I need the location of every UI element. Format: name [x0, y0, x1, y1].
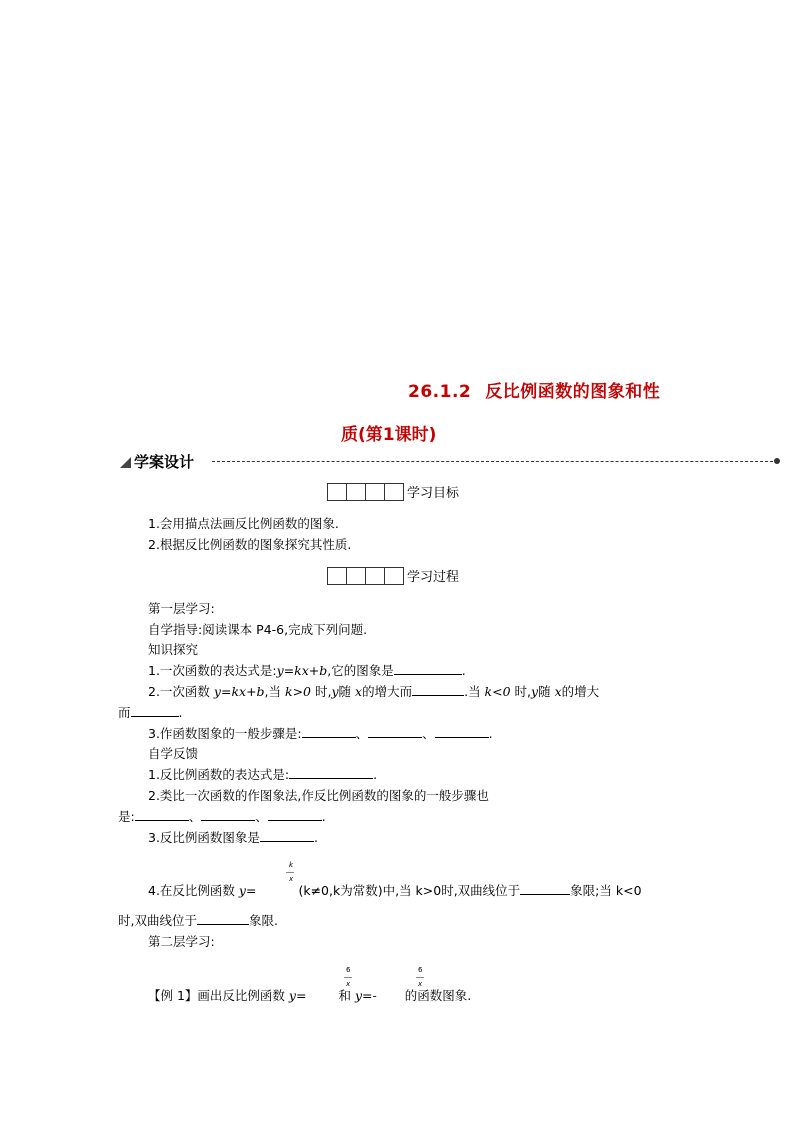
- fraction-numerator: k: [289, 861, 294, 869]
- level-1-heading: 第一层学习:: [148, 601, 215, 616]
- explore-heading: 知识探究: [148, 642, 199, 657]
- objectives-header: [327, 482, 459, 501]
- fraction-numerator: 6: [418, 966, 423, 974]
- section-title: [120, 451, 194, 472]
- self-study-guide: 自学指导:阅读课本 P4-6,完成下列问题.: [148, 622, 368, 637]
- question-2: 2.一次函数 y=kx+b,当 k>0 时,y随 x的增大而 .当 k<0 时,y随 x的增大: [148, 684, 600, 699]
- triangle-icon: [120, 457, 131, 468]
- question-1: 1.一次函数的表达式是:y=kx+b,它的图象是 .: [148, 663, 466, 678]
- question-2-continued: 而 .: [118, 705, 183, 720]
- fraction-bar: [286, 872, 294, 873]
- answer-blank[interactable]: [394, 662, 462, 675]
- answer-blank[interactable]: [302, 725, 356, 738]
- feedback-4-continued: 时,双曲线位于 象限.: [118, 913, 278, 928]
- answer-blank[interactable]: [201, 808, 255, 821]
- question-3: 3.作函数图象的一般步骤是: 、 、 .: [148, 726, 493, 741]
- page-title-continued: 质(第1课时): [341, 425, 437, 445]
- box-row-icon: [327, 483, 403, 501]
- answer-blank[interactable]: [289, 766, 373, 779]
- fraction-numerator: 6: [346, 966, 351, 974]
- feedback-1: 1.反比例函数的表达式是: .: [148, 767, 378, 782]
- answer-blank[interactable]: [268, 808, 322, 821]
- example-1: 【例 1】画出反比例函数 y= 和 y=- 的函数图象.: [148, 988, 472, 1003]
- answer-blank[interactable]: [520, 882, 570, 895]
- fraction-denominator: x: [346, 980, 351, 988]
- feedback-2: 2.类比一次函数的作图象法,作反比例函数的图象的一般步骤也: [148, 788, 489, 803]
- answer-blank[interactable]: [435, 725, 489, 738]
- title-text: 反比例函数的图象和性: [485, 382, 661, 402]
- objective-item-1: 1.会用描点法画反比例函数的图象.: [148, 516, 339, 531]
- process-header: [327, 566, 459, 585]
- section-label: 学案设计: [134, 453, 195, 471]
- feedback-2-continued: 是: 、 、 .: [118, 809, 326, 824]
- lesson-number: 26.1.2: [408, 382, 472, 402]
- fraction-bar: [344, 977, 352, 978]
- fraction-bar: [416, 977, 424, 978]
- answer-blank[interactable]: [135, 808, 189, 821]
- level-2-heading: 第二层学习:: [148, 934, 215, 949]
- feedback-heading: 自学反馈: [148, 746, 199, 761]
- answer-blank[interactable]: [197, 912, 249, 925]
- objective-item-2: 2.根据反比例函数的图象探究其性质.: [148, 537, 352, 552]
- fraction-denominator: x: [418, 980, 423, 988]
- objectives-header-label: 学习目标: [407, 486, 460, 501]
- feedback-3: 3.反比例函数图象是 .: [148, 830, 318, 845]
- answer-blank[interactable]: [260, 829, 314, 842]
- page-title: [408, 377, 660, 402]
- box-row-icon: [327, 567, 403, 585]
- answer-blank[interactable]: [131, 704, 179, 717]
- answer-blank[interactable]: [412, 683, 464, 696]
- section-bar: [120, 451, 778, 473]
- answer-blank[interactable]: [368, 725, 422, 738]
- process-header-label: 学习过程: [407, 570, 460, 585]
- fraction-denominator: x: [289, 875, 294, 883]
- feedback-4: 4.在反比例函数 y= (k≠0,k为常数)中,当 k>0时,双曲线位于 象限;当 k<0: [148, 883, 642, 898]
- dotted-divider: [212, 461, 778, 462]
